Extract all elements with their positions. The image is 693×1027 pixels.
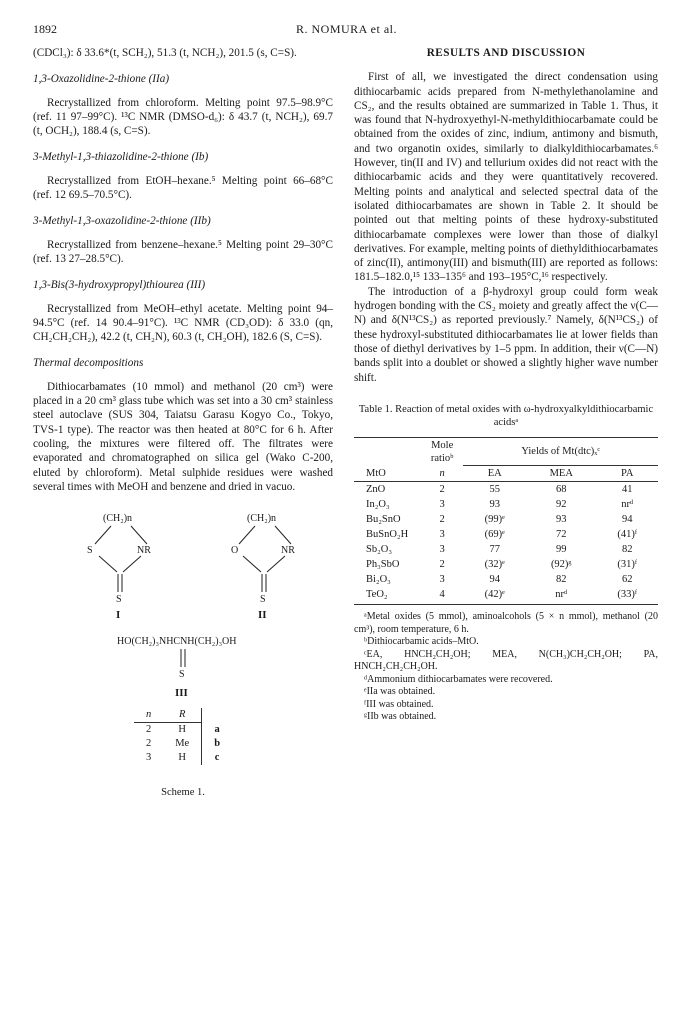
ring-i-nr: NR: [137, 545, 151, 557]
table-1-oxide-cell: Sb₂O₃: [366, 544, 392, 556]
table-1-header-mea: MEA: [526, 466, 596, 482]
scheme-header-blank: [202, 708, 232, 723]
scheme-header-n: n: [134, 708, 163, 723]
table-1-value-cell: 62: [621, 574, 633, 586]
table-1-oxide-cell: In₂O₃: [366, 499, 390, 511]
table-1-value-cell: 82: [556, 574, 567, 586]
table-1-value-cell: 2: [439, 514, 445, 526]
table-1-value-cell: 3: [439, 529, 445, 541]
nmr-continuation: (CDCl₃): δ 33.6*(t, SCH₂), 51.3 (t, NCH₂), 201.5 (s, C=S).: [33, 47, 297, 59]
table-1-row: [354, 542, 658, 557]
scheme-substituent-table: [33, 708, 333, 765]
table-1-oxide-cell: TeO₂: [354, 587, 421, 605]
table-1-row: [354, 527, 658, 542]
heading-bis-thiourea: 1,3-Bis(3-hydroxypropyl)thiourea (III): [33, 279, 206, 292]
table-1-value-cell: (32)ᵉ: [484, 559, 505, 571]
table-1-oxide-cell: Ph₃SbO: [366, 559, 400, 571]
table-1-footnote: ᵍIIb was obtained.: [364, 711, 437, 723]
ring-ii-exo-s: S: [260, 594, 266, 606]
table-1-row: [354, 512, 658, 527]
scheme-table-row: [134, 737, 232, 751]
table-1-value-cell: 93: [556, 514, 567, 526]
scheme-table-header: [134, 708, 232, 723]
heading-methyl-thiazolidine: 3-Methyl-1,3-thiazolidine-2-thione (Ib): [33, 151, 209, 164]
table-1-value-cell: (33)ᶠ: [596, 587, 658, 605]
table-1-value-cell: nrᵈ: [621, 499, 634, 511]
table-1-header-row-2: [354, 466, 658, 482]
table-1-header-mole-ratio: Mole ratioᵇ: [421, 437, 464, 466]
table-1-value-cell: 82: [621, 544, 633, 556]
table-1-value-cell: 3: [439, 574, 445, 586]
scheme-cell: c: [202, 751, 232, 765]
table-1-value-cell: (69)ᵉ: [484, 529, 505, 541]
scheme-table-row: [134, 751, 232, 765]
table-1-value-cell: 4: [421, 587, 464, 605]
thiourea-exo-s: S: [179, 669, 185, 681]
table-1-value-cell: 41: [621, 484, 633, 496]
paragraph-methyl-oxazolidine: Recrystallized from benzene–hexane.⁵ Melting point 29–30°C (ref. 13 27–28.5°C).: [33, 238, 333, 265]
table-1-value-cell: 2: [439, 484, 445, 496]
table-1-value-cell: 94: [621, 514, 633, 526]
thiourea-formula: HO(CH₂)₃NHCNH(CH₂)₃OH: [117, 636, 237, 648]
table-1-value-cell: 3: [439, 544, 445, 556]
table-1-value-cell: 72: [556, 529, 567, 541]
table-1-row: [354, 497, 658, 512]
ring-ii-o-atom: O: [231, 545, 239, 557]
table-1-value-cell: 77: [489, 544, 501, 556]
table-1-caption: Table 1. Reaction of metal oxides with ω-hydroxyalkyldithiocarbamic acidsᵃ: [358, 403, 654, 428]
heading-oxazolidine-thione: 1,3-Oxazolidine-2-thione (IIa): [33, 73, 170, 86]
ring-ii-ch2n: (CH₂)n: [247, 513, 277, 525]
table-1-footnote: ᵃMetal oxides (5 mmol), aminoalcohols (5 × n mmol), methanol (20 cm³), room temperature, 6 h.: [354, 611, 658, 635]
scheme-cell: 2: [145, 738, 152, 750]
table-1-value-cell: 93: [489, 499, 501, 511]
table-1-footnote: ᵉIIa was obtained.: [364, 686, 436, 698]
paragraph-methyl-thiazolidine: Recrystallized from EtOH–hexane.⁵ Melting point 66–68°C (ref. 12 69.5–70.5°C).: [33, 174, 333, 202]
table-1-value-cell: (31)ᶠ: [617, 559, 638, 571]
compound-label-ii: II: [258, 609, 267, 622]
table-1-row: [354, 557, 658, 572]
scheme-cell: H: [178, 724, 186, 736]
scheme-cell: a: [202, 723, 232, 738]
table-1-footnote: ᵈAmmonium dithiocarbamates were recovered.: [364, 673, 553, 685]
table-1-header-pa: PA: [596, 466, 658, 482]
table-1-header-mto: MtO: [354, 466, 421, 482]
scheme-table-row: [134, 723, 232, 738]
table-1-header-ea: EA: [463, 466, 526, 482]
ring-ii-nr: NR: [281, 545, 295, 557]
ring-i-ch2n: (CH₂)n: [103, 513, 133, 525]
table-1-oxide-cell: Bi₂O₃: [366, 574, 391, 586]
ring-i-s-atom: S: [87, 545, 93, 557]
right-column: [354, 46, 658, 724]
table-1-footnote: ᶜEA, HNCH₂CH₂OH; MEA, N(CH₃)CH₂CH₂OH; PA, HNCH₂CH₂CH₂OH.: [354, 648, 658, 673]
table-1-footnote: ᵇDithiocarbamic acids–MtO.: [364, 636, 479, 648]
scheme-header-r: R: [163, 708, 202, 723]
table-1-value-cell: 68: [556, 484, 567, 496]
table-1-value-cell: nrᵈ: [526, 587, 596, 605]
table-1-value-cell: 99: [556, 544, 567, 556]
compound-label-iii: III: [175, 687, 188, 700]
section-heading-results: RESULTS AND DISCUSSION: [426, 47, 586, 59]
paragraph-results-1: First of all, we investigated the direct condensation using dithiocarbamic acids prepared from N-methylethanolamine and CS₂, and the results obtained are summarized in Table 1. Thus, it was found that N-hydroxyethyl-N-methyldithiocarbamate could be obtained from the oxides of zinc, indium, antimony and bismuth, and two organotin oxides, similarly to dialkyldithiocarbamates.⁶ However, tin(II and IV) and tellurium oxides did not react with the dithiocarbamic acids and they were quantitatively recovered. Melting points and analytical and selected spectral data of the isolated dithiocarbamates are shown in Table 2. It should be pointed out that melting points of these hydroxy-substituted dithiocarbamate complexes were lower than those of dialkyl derivatives. For example, melting points of diethyldithiocarbamates of zinc(II), antimony(III) and bismuth(III) are reported as follows: 181.5–182.0,¹⁵ 133–135⁶ and 193–195°C,¹⁶ respectively.: [354, 71, 658, 284]
paragraph-thermal-decompositions: Dithiocarbamates (10 mmol) and methanol (20 cm³) were placed in a 20 cm³ glass tube which was set into a 30 cm³ stainless steel autoclave (SUS 304, Taiatsu Garasu Kogyo Co., Tokyo, TVS-1 type). The reactor was then heated at 80°C for 6 h. After cooling, the mixtures were filtered off. The filtrates were evaporated and chromatographed on silica gel (Wako C-200, eluted by chloroform). Metal sulphide residues were washed several times with MeOH and benzene and dried in vacuo.: [33, 380, 333, 493]
table-1-value-cell: 94: [489, 574, 501, 586]
table-1-oxide-cell: ZnO: [366, 484, 386, 496]
table-1-value-cell: (92)ᵍ: [550, 559, 572, 571]
table-1-value-cell: 92: [556, 499, 567, 511]
page-number: 1892: [33, 22, 57, 36]
table-1-oxide-cell: Bu₂SnO: [366, 514, 401, 526]
table-1-header-row-1: [354, 437, 658, 466]
heading-thermal-decompositions: Thermal decompositions: [33, 357, 144, 370]
table-1-value-cell: (42)ᵉ: [463, 587, 526, 605]
scheme-caption: Scheme 1.: [161, 787, 205, 799]
table-1-body: [354, 482, 658, 605]
scheme-cell: Me: [175, 738, 190, 750]
ring-i-exo-s: S: [116, 594, 122, 606]
table-1-footnote: ᶠIII was obtained.: [364, 698, 434, 710]
paragraph-bis-thiourea: Recrystallized from MeOH–ethyl acetate. Melting point 94–94.5°C (ref. 14 90.4–91°C). ¹³C NMR (CD₃OD): δ 33.0 (qn, CH₂CH₂CH₂), 42.2 (t, CH₂N), 60.3 (t, CH₂OH), 182.6 (S, C=S).: [33, 302, 333, 344]
paragraph-results-2: The introduction of a β-hydroxyl group could form weak hydrogen bonding with the CS₂ moiety and greatly affect the ν(C—N) and δ(N¹³CS₂) as reported previously.⁷ Namely, δ(N¹³CS₂) of these hydroxyl-substituted dithiocarbamates lie at lower fields than those of diethyl derivatives by 1–5 ppm. In addition, their ν(C—N) bands split into a doublet or showed a slightly higher wave number shift.: [354, 285, 658, 384]
scheme-1: [33, 504, 333, 799]
table-1-value-cell: 55: [489, 484, 501, 496]
heading-methyl-oxazolidine: 3-Methyl-1,3-oxazolidine-2-thione (IIb): [33, 215, 211, 228]
table-1-footnotes: [354, 611, 658, 724]
running-head: R. NOMURA et al.: [296, 22, 397, 36]
left-column: [33, 46, 333, 799]
scheme-cell: 3: [145, 752, 152, 764]
table-1-value-cell: (41)ᶠ: [617, 529, 638, 541]
table-1-oxide-cell: BuSnO₂H: [366, 529, 409, 541]
scheme-cell: b: [202, 737, 232, 751]
table-1-header-n: n: [421, 466, 464, 482]
table-1: [354, 437, 658, 606]
scheme-cell: H: [178, 752, 186, 764]
scheme-cell: 2: [145, 724, 152, 736]
table-1-header-yields: Yields of Mt(dtc)ₓᶜ: [463, 437, 658, 466]
table-1-value-cell: (99)ᵉ: [484, 514, 505, 526]
paragraph-oxazolidine-thione: Recrystallized from chloroform. Melting point 97.5–98.9°C (ref. 11 97–99°C). ¹³C NMR (DMSO-d₆): δ 43.7 (t, NCH₂), 69.7 (t, OCH₂), 188.4 (s, C=S).: [33, 96, 333, 138]
table-1-value-cell: 3: [439, 499, 445, 511]
compound-label-i: I: [116, 609, 121, 622]
table-1-row: [354, 482, 658, 498]
table-1-row: [354, 587, 658, 605]
table-1-value-cell: 2: [439, 559, 445, 571]
table-1-row: [354, 572, 658, 587]
